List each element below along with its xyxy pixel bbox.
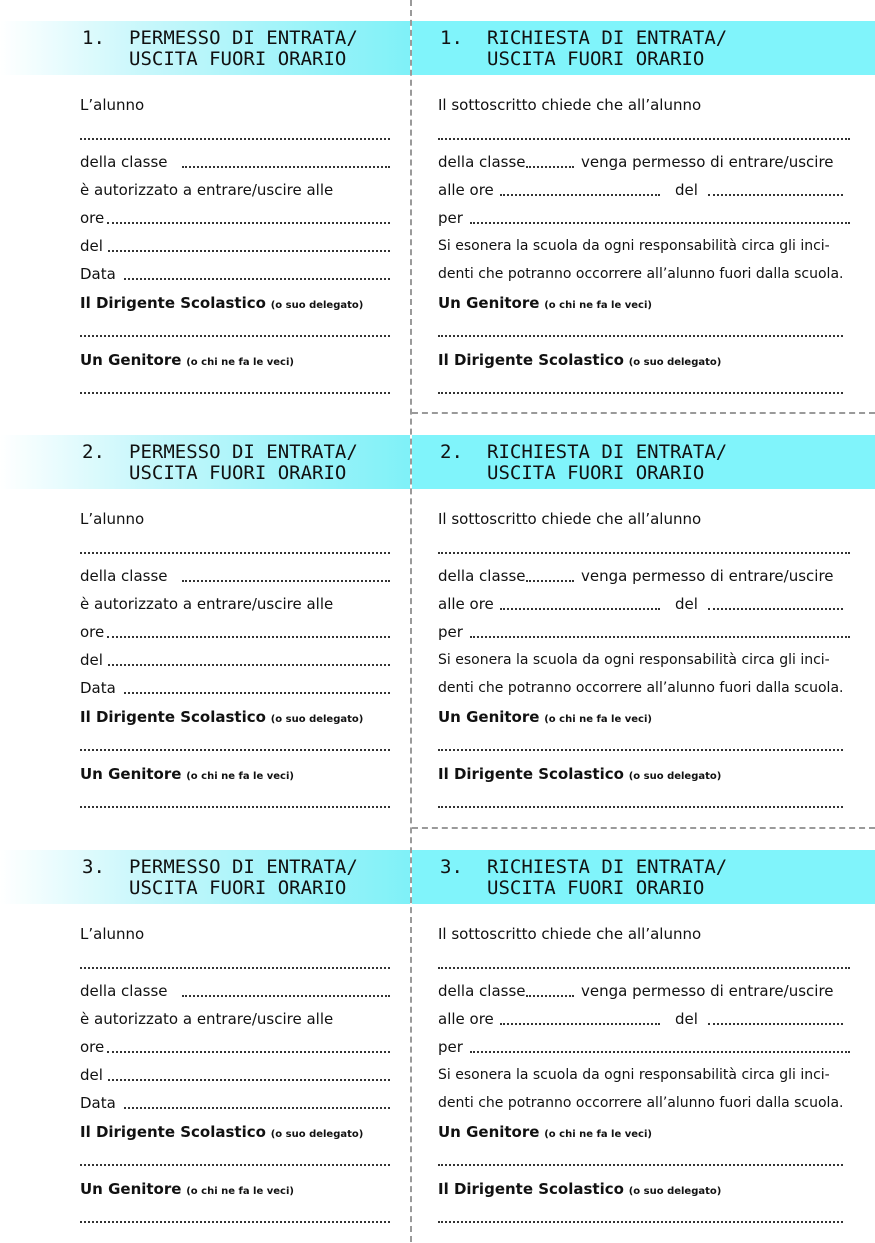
alle-ore-label: alle ore <box>438 181 494 199</box>
genitore-title: Un Genitore <box>80 351 182 369</box>
data-label: Data <box>80 1094 116 1112</box>
classe-line[interactable] <box>526 995 574 997</box>
dirigente-signature-line[interactable] <box>438 806 843 808</box>
del-line[interactable] <box>708 194 843 196</box>
header-title: RICHIESTA DI ENTRATA/ <box>487 27 728 49</box>
dirigente-title: Il Dirigente Scolastico <box>80 1123 266 1141</box>
genitore-signature-line[interactable] <box>80 1221 390 1223</box>
header-line-1 <box>82 441 358 463</box>
dirigente-signature-line[interactable] <box>438 1221 843 1223</box>
genitore-title: Un Genitore <box>438 1123 540 1141</box>
del-line[interactable] <box>708 608 843 610</box>
dirigente-label <box>80 1123 363 1144</box>
data-label: Data <box>80 679 116 697</box>
ore-line[interactable] <box>107 222 390 224</box>
classe-line[interactable] <box>526 580 574 582</box>
dirigente-signature-line[interactable] <box>80 1164 390 1166</box>
data-line[interactable] <box>124 1107 390 1109</box>
alunno-label: L’alunno <box>80 925 145 943</box>
ore-line[interactable] <box>107 636 390 638</box>
richiesta-header <box>412 435 875 489</box>
alunno-label: L’alunno <box>80 96 145 114</box>
classe-label: della classe <box>80 567 168 585</box>
classe-line[interactable] <box>182 995 390 997</box>
esonero-text-1: Si esonera la scuola da ogni responsabilità circa gli inci- <box>438 652 830 668</box>
alunno-name-line[interactable] <box>80 552 390 554</box>
per-line[interactable] <box>470 636 850 638</box>
esonero-text-1: Si esonera la scuola da ogni responsabilità circa gli inci- <box>438 238 830 254</box>
alle-ore-label: alle ore <box>438 1010 494 1028</box>
genitore-label <box>438 1123 652 1144</box>
dirigente-signature-line[interactable] <box>80 335 390 337</box>
dirigente-label <box>80 708 363 729</box>
ore-label: ore <box>80 209 105 227</box>
header-line-2: USCITA FUORI ORARIO <box>129 462 347 484</box>
del-line[interactable] <box>108 1079 390 1081</box>
genitore-label <box>438 708 652 729</box>
alunno-name-line[interactable] <box>438 967 850 969</box>
header-title: RICHIESTA DI ENTRATA/ <box>487 856 728 878</box>
del-label: del <box>80 651 103 669</box>
genitore-note: (o chi ne fa le veci) <box>544 714 652 725</box>
sottoscritto-text: Il sottoscritto chiede che all’alunno <box>438 96 702 114</box>
sottoscritto-text: Il sottoscritto chiede che all’alunno <box>438 925 702 943</box>
permesso-header <box>0 850 410 904</box>
header-title: PERMESSO DI ENTRATA/ <box>129 856 358 878</box>
dirigente-label <box>80 294 363 315</box>
esonero-text-1: Si esonera la scuola da ogni responsabilità circa gli inci- <box>438 1067 830 1083</box>
dirigente-title: Il Dirigente Scolastico <box>438 765 624 783</box>
alunno-label: L’alunno <box>80 510 145 528</box>
autorizzato-text: è autorizzato a entrare/uscire alle <box>80 181 334 199</box>
alle-ore-label: alle ore <box>438 595 494 613</box>
per-label: per <box>438 1038 463 1056</box>
genitore-title: Un Genitore <box>80 1180 182 1198</box>
genitore-title: Un Genitore <box>438 708 540 726</box>
header-line-1 <box>440 27 727 49</box>
header-title: PERMESSO DI ENTRATA/ <box>129 441 358 463</box>
form-pair-1 <box>0 0 875 414</box>
header-line-1 <box>440 441 727 463</box>
classe-line[interactable] <box>182 580 390 582</box>
genitore-note: (o chi ne fa le veci) <box>544 300 652 311</box>
classe-label: della classe <box>438 153 526 171</box>
per-label: per <box>438 623 463 641</box>
alunno-name-line[interactable] <box>438 552 850 554</box>
data-label: Data <box>80 265 116 283</box>
section-number: 2. <box>440 441 463 463</box>
form-pair-2 <box>0 414 875 828</box>
del-label: del <box>80 1066 103 1084</box>
del-line[interactable] <box>708 1023 843 1025</box>
per-line[interactable] <box>470 1051 850 1053</box>
genitore-label <box>80 765 294 786</box>
esonero-text-2: denti che potranno occorrere all’alunno fuori dalla scuola. <box>438 680 844 696</box>
per-label: per <box>438 209 463 227</box>
permesso-text: venga permesso di entrare/uscire <box>581 567 834 585</box>
richiesta-header <box>412 850 875 904</box>
genitore-label <box>80 1180 294 1201</box>
section-number: 2. <box>82 441 105 463</box>
genitore-title: Un Genitore <box>438 294 540 312</box>
dirigente-title: Il Dirigente Scolastico <box>438 351 624 369</box>
del-label: del <box>675 181 698 199</box>
classe-label: della classe <box>80 153 168 171</box>
genitore-note: (o chi ne fa le veci) <box>186 1186 294 1197</box>
permesso-text: venga permesso di entrare/uscire <box>581 153 834 171</box>
genitore-label <box>438 294 652 315</box>
del-label: del <box>675 595 698 613</box>
richiesta-header <box>412 21 875 75</box>
genitore-note: (o chi ne fa le veci) <box>544 1129 652 1140</box>
autorizzato-text: è autorizzato a entrare/uscire alle <box>80 595 334 613</box>
per-line[interactable] <box>470 222 850 224</box>
header-line-1 <box>440 856 727 878</box>
header-line-2: USCITA FUORI ORARIO <box>129 48 347 70</box>
del-label: del <box>80 237 103 255</box>
sottoscritto-text: Il sottoscritto chiede che all’alunno <box>438 510 702 528</box>
section-number: 3. <box>440 856 463 878</box>
dirigente-note: (o suo delegato) <box>628 771 722 782</box>
genitore-signature-line[interactable] <box>438 335 843 337</box>
ore-label: ore <box>80 1038 105 1056</box>
dirigente-note: (o suo delegato) <box>628 357 722 368</box>
classe-label: della classe <box>438 982 526 1000</box>
header-title: RICHIESTA DI ENTRATA/ <box>487 441 728 463</box>
genitore-signature-line[interactable] <box>438 749 843 751</box>
header-line-2: USCITA FUORI ORARIO <box>487 462 705 484</box>
header-line-1 <box>82 27 358 49</box>
ore-line[interactable] <box>107 1051 390 1053</box>
data-line[interactable] <box>124 692 390 694</box>
dirigente-note: (o suo delegato) <box>628 1186 722 1197</box>
genitore-signature-line[interactable] <box>438 1164 843 1166</box>
section-number: 1. <box>82 27 105 49</box>
dirigente-signature-line[interactable] <box>80 749 390 751</box>
del-line[interactable] <box>108 664 390 666</box>
genitore-signature-line[interactable] <box>80 392 390 394</box>
permesso-header <box>0 435 410 489</box>
dirigente-note: (o suo delegato) <box>270 300 364 311</box>
dirigente-title: Il Dirigente Scolastico <box>80 708 266 726</box>
genitore-title: Un Genitore <box>80 765 182 783</box>
del-label: del <box>675 1010 698 1028</box>
header-line-2: USCITA FUORI ORARIO <box>487 48 705 70</box>
del-line[interactable] <box>108 250 390 252</box>
autorizzato-text: è autorizzato a entrare/uscire alle <box>80 1010 334 1028</box>
header-line-2: USCITA FUORI ORARIO <box>487 877 705 899</box>
alle-ore-line[interactable] <box>500 1023 660 1025</box>
classe-line[interactable] <box>182 166 390 168</box>
dirigente-label <box>438 1180 721 1201</box>
genitore-label <box>80 351 294 372</box>
esonero-text-2: denti che potranno occorrere all’alunno fuori dalla scuola. <box>438 266 844 282</box>
genitore-note: (o chi ne fa le veci) <box>186 771 294 782</box>
alunno-name-line[interactable] <box>438 138 850 140</box>
data-line[interactable] <box>124 278 390 280</box>
dirigente-label <box>438 351 721 372</box>
dirigente-title: Il Dirigente Scolastico <box>438 1180 624 1198</box>
header-title: PERMESSO DI ENTRATA/ <box>129 27 358 49</box>
dirigente-note: (o suo delegato) <box>270 1129 364 1140</box>
alunno-name-line[interactable] <box>80 138 390 140</box>
permesso-text: venga permesso di entrare/uscire <box>581 982 834 1000</box>
dirigente-note: (o suo delegato) <box>270 714 364 725</box>
header-line-1 <box>82 856 358 878</box>
alle-ore-line[interactable] <box>500 608 660 610</box>
dirigente-label <box>438 765 721 786</box>
form-pair-3 <box>0 829 875 1243</box>
genitore-signature-line[interactable] <box>80 806 390 808</box>
classe-line[interactable] <box>526 166 574 168</box>
permesso-header <box>0 21 410 75</box>
section-number: 3. <box>82 856 105 878</box>
section-number: 1. <box>440 27 463 49</box>
header-line-2: USCITA FUORI ORARIO <box>129 877 347 899</box>
alunno-name-line[interactable] <box>80 967 390 969</box>
dirigente-title: Il Dirigente Scolastico <box>80 294 266 312</box>
esonero-text-2: denti che potranno occorrere all’alunno fuori dalla scuola. <box>438 1095 844 1111</box>
dirigente-signature-line[interactable] <box>438 392 843 394</box>
alle-ore-line[interactable] <box>500 194 660 196</box>
ore-label: ore <box>80 623 105 641</box>
genitore-note: (o chi ne fa le veci) <box>186 357 294 368</box>
classe-label: della classe <box>80 982 168 1000</box>
classe-label: della classe <box>438 567 526 585</box>
